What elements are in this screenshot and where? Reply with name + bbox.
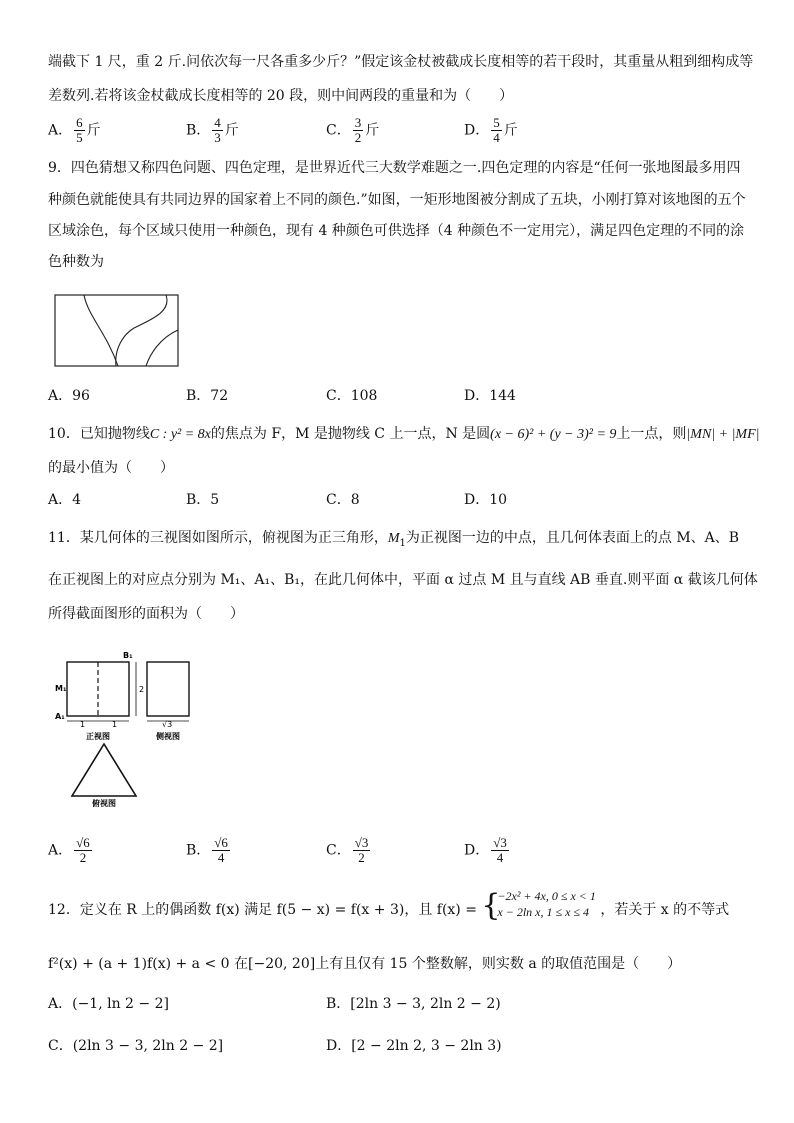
option-fraction (74, 836, 92, 865)
option-letter: D． (464, 842, 490, 859)
q8-option-c (326, 116, 379, 145)
denominator: 2 (354, 130, 362, 145)
q11-line1a: 11．某几何体的三视图如图所示，俯视图为正三角形， (48, 530, 388, 546)
q10-option-a: A．4 (48, 492, 82, 508)
label-width-1b: 1 (112, 720, 118, 729)
top-view-triangle (72, 744, 136, 796)
q8-line1: 端截下 1 尺，重 2 斤.问依次每一尺各重多少斤？”假定该金杖被截成长度相等的若干段时，其重量从粗到细构成等 (48, 54, 754, 70)
q10-expr: |MN| + |MF| (686, 427, 760, 442)
brace-icon: { (481, 888, 501, 923)
caption-front-view: 正视图 (86, 732, 110, 741)
label-m1: M₁ (55, 684, 67, 693)
map-curve-3 (146, 330, 178, 366)
q9-option-a: A．96 (48, 388, 90, 404)
q10-mid2: 上一点，则 (616, 426, 687, 442)
q9-line3: 区域涂色，每个区域只使用一种颜色，现有 4 种颜色可供选择（4 种颜色不一定用完），满足四色定理的不同的涂 (48, 223, 745, 239)
numerator: 4 (214, 115, 221, 130)
numerator: 3 (354, 115, 362, 130)
q12-line1b: ，若关于 x 的不等式 (600, 902, 730, 918)
option-letter: A． (48, 842, 73, 859)
q12-line2: f²(x) + (a + 1)f(x) + a < 0 在[−20, 20]上有且仅有 15 个整数解，则实数 a 的取值范围是（ ） (48, 956, 682, 972)
option-fraction (353, 836, 371, 865)
q10-mid1: 的焦点为 F，M 是抛物线 C 上一点，N 是圆 (210, 426, 491, 442)
denominator: 5 (76, 130, 83, 145)
q8-option-d (464, 116, 518, 145)
q11-line1 (48, 528, 739, 554)
q8-option-b (186, 116, 239, 145)
q12-case2: x − 2ln x, 1 ≤ x ≤ 4 (497, 905, 589, 919)
caption-side-view: 侧视图 (156, 732, 180, 741)
q9-line1: 9．四色猜想又称四色问题、四色定理，是世界近代三大数学难题之一.四色定理的内容是“任何一张地图最多用四 (48, 160, 741, 176)
label-height-2: 2 (139, 685, 145, 694)
q10-parabola: C : y² = 8x (149, 427, 211, 442)
option-letter: D． (464, 122, 490, 139)
option-fraction (353, 116, 364, 145)
q11-line2: 在正视图上的对应点分别为 M₁、A₁、B₁，在此几何体中，平面 α 过点 M 且与直线 AB 垂直.则平面 α 截该几何体 (48, 572, 758, 588)
option-unit: 斤 (86, 122, 101, 139)
q9-option-c: C．108 (326, 388, 378, 404)
map-curve-1 (84, 295, 118, 366)
q10-line2: 的最小值为（ ） (48, 460, 174, 476)
map-curve-2 (116, 295, 167, 366)
label-b1: B₁ (123, 651, 133, 660)
q11-option-d (464, 836, 511, 865)
q12-option-a: A．(−1, ln 2 − 2] (48, 996, 169, 1012)
q12-piecewise (481, 888, 596, 923)
denominator: 2 (358, 850, 365, 865)
q12-option-d: D．[2 − 2ln 2, 3 − 2ln 3) (326, 1038, 502, 1054)
three-view-figure (50, 646, 200, 808)
label-width-1a: 1 (80, 720, 86, 729)
option-fraction (212, 836, 230, 865)
q11-option-c (326, 836, 372, 865)
numerator: √3 (354, 835, 369, 850)
denominator: 2 (79, 850, 87, 865)
option-unit: 斤 (503, 122, 518, 139)
q11-line1b: 为正视图一边的中点，且几何体表面上的点 M、A、B (405, 530, 740, 546)
q11-line3: 所得截面图形的面积为（ ） (48, 606, 244, 622)
option-letter: A． (48, 122, 73, 139)
q9-option-d: D．144 (464, 388, 516, 404)
option-fraction (212, 116, 223, 145)
denominator: 4 (496, 850, 504, 865)
label-a1: A₁ (55, 712, 65, 721)
q12-option-b: B．[2ln 3 − 3, 2ln 2 − 2) (326, 996, 501, 1012)
option-fraction (491, 116, 502, 145)
side-view-rect (147, 662, 189, 716)
q11-option-a (48, 836, 94, 865)
label-sqrt3: √3 (162, 720, 173, 729)
numerator: 6 (76, 115, 83, 130)
caption-top-view: 俯视图 (92, 799, 116, 808)
q12-case1: −2x² + 4x, 0 ≤ x < 1 (497, 889, 596, 903)
q8-line2: 差数列.若将该金杖截成长度相等的 20 段，则中间两段的重量和为（ ） (48, 88, 514, 104)
q9-line2: 种颜色就能使具有共同边界的国家着上不同的颜色.”如图，一矩形地图被分割成了五块，小刚打算对该地图的五个 (48, 192, 746, 208)
numerator: √3 (493, 835, 507, 850)
q10-option-c: C．8 (326, 492, 360, 508)
q10-option-d: D．10 (464, 492, 508, 508)
option-letter: B． (186, 122, 211, 139)
option-letter: C． (326, 842, 351, 859)
option-fraction (74, 116, 85, 145)
q9-line4: 色种数为 (48, 254, 104, 270)
q8-option-a (48, 116, 101, 145)
q11-m1-sub: 1 (399, 537, 406, 549)
q11-option-b (186, 836, 232, 865)
q10-prefix: 10．已知抛物线 (48, 426, 150, 442)
four-color-map-figure (54, 294, 180, 368)
q10-circle: (x − 6)² + (y − 3)² = 9 (490, 427, 617, 442)
q12-line1a: 12．定义在 R 上的偶函数 f(x) 满足 f(5 − x) = f(x + 3)，且 f(x) = (48, 902, 477, 918)
q9-option-b: B．72 (186, 388, 229, 404)
denominator: 4 (217, 850, 225, 865)
numerator: 5 (493, 115, 500, 130)
numerator: √6 (76, 835, 90, 850)
q10-line1 (48, 424, 760, 445)
q10-option-b: B．5 (186, 492, 220, 508)
denominator: 3 (214, 130, 221, 145)
q12-line1 (48, 888, 730, 923)
q12-option-c: C．(2ln 3 − 3, 2ln 2 − 2] (48, 1038, 224, 1054)
option-letter: B． (186, 842, 211, 859)
option-letter: C． (326, 122, 351, 139)
q11-m1: M (387, 531, 400, 546)
option-fraction (491, 836, 509, 865)
option-unit: 斤 (365, 122, 380, 139)
denominator: 4 (493, 130, 500, 145)
option-unit: 斤 (224, 122, 239, 139)
numerator: √6 (214, 835, 228, 850)
